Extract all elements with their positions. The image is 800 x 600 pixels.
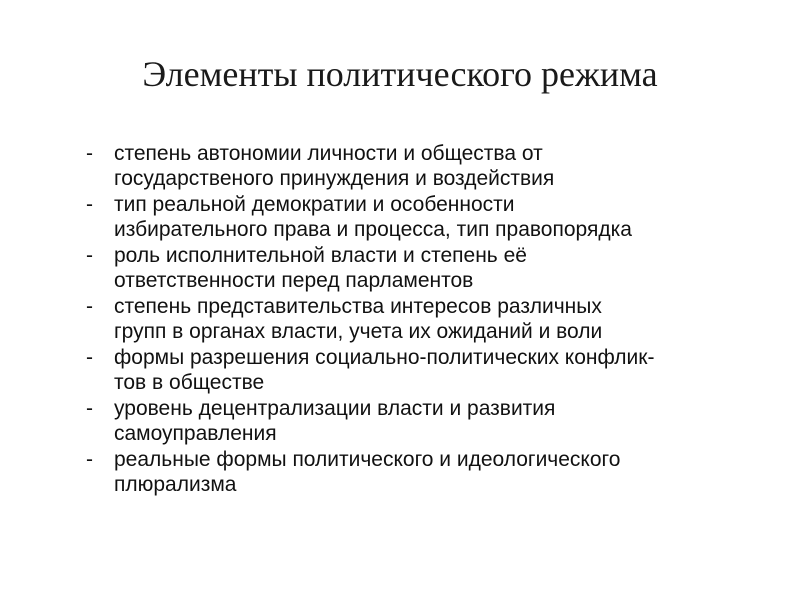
list-item-line: степень автономии личности и общества от: [114, 142, 543, 165]
list-item-line: уровень децентрализации власти и развития: [114, 397, 556, 420]
list-item: [86, 294, 766, 344]
bullet-dash: -: [86, 244, 93, 267]
list-item: [86, 192, 766, 242]
list-item-line: тип реальной демократии и особенности: [114, 193, 515, 216]
list-item-line: реальные формы политического и идеологического: [114, 448, 621, 471]
list-item-line: групп в органах власти, учета их ожиданий и воли: [114, 320, 603, 343]
list-item-line: самоуправления: [114, 422, 277, 445]
list-item-line: формы разрешения социально-политических конфлик-: [114, 346, 655, 369]
list-item: [86, 396, 766, 446]
list-item: [86, 447, 766, 497]
list-item-line: государственого принуждения и воздействия: [114, 167, 555, 190]
list-item-line: степень представительства интересов различных: [114, 295, 602, 318]
bullet-dash: -: [86, 295, 93, 318]
elements-list: [86, 141, 766, 498]
list-item-line: избирательного права и процесса, тип правопорядка: [114, 218, 632, 241]
bullet-dash: -: [86, 397, 93, 420]
bullet-dash: -: [86, 142, 93, 165]
bullet-dash: -: [86, 346, 93, 369]
list-item: [86, 345, 766, 395]
bullet-dash: -: [86, 448, 93, 471]
list-item-line: роль исполнительной власти и степень её: [114, 244, 527, 267]
list-item: [86, 141, 766, 191]
list-item-line: ответственности перед парламентов: [114, 269, 474, 292]
list-item-line: тов в обществе: [114, 371, 265, 394]
list-item-line: плюрализма: [114, 473, 237, 496]
bullet-dash: -: [86, 193, 93, 216]
list-item: [86, 243, 766, 293]
slide-title: Элементы политического режима: [142, 54, 658, 94]
